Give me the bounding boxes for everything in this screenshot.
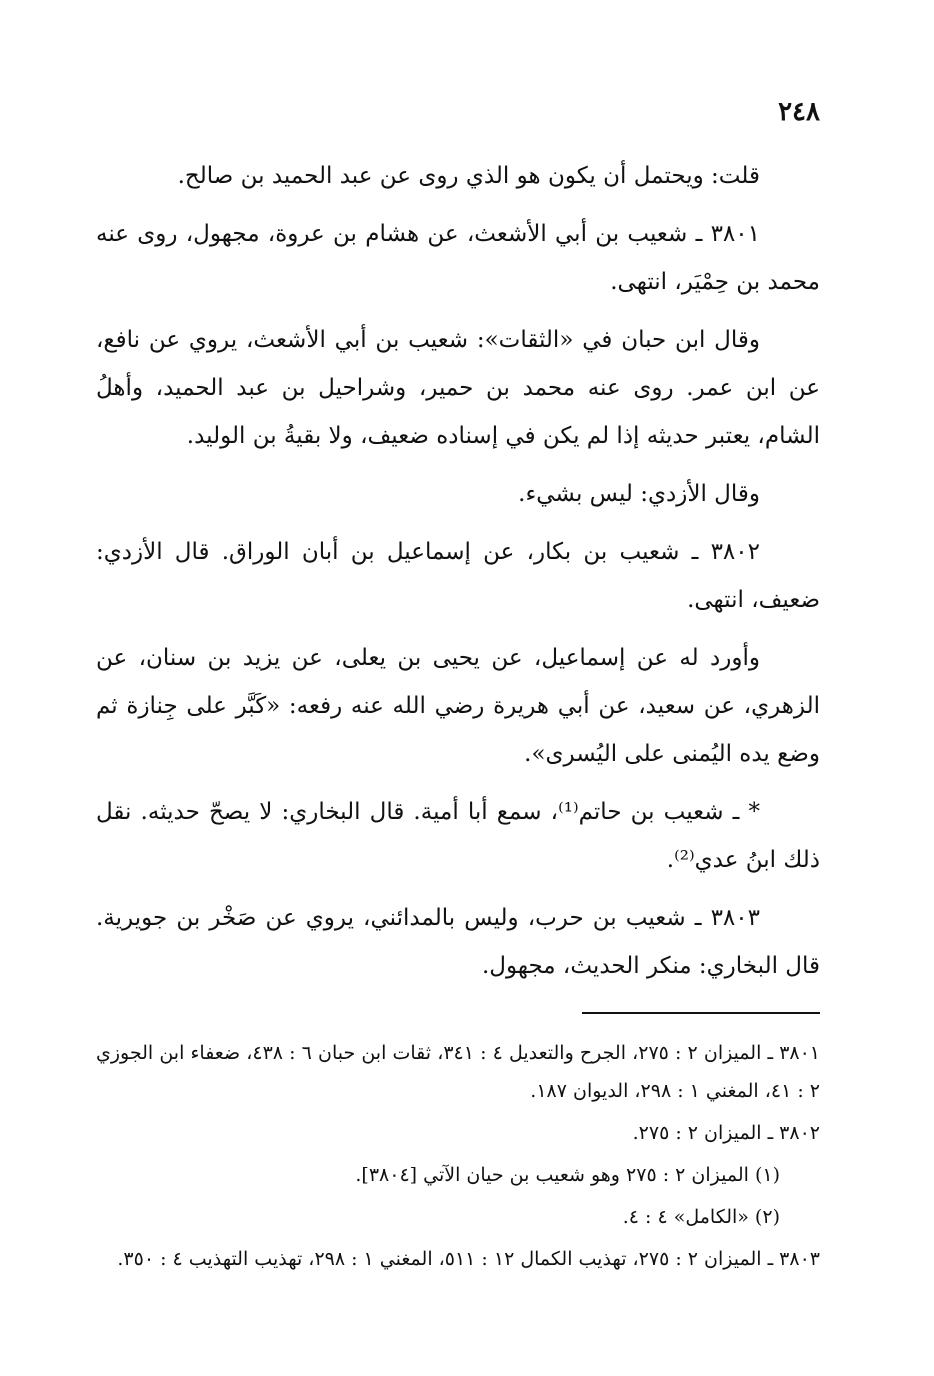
entry-unnumbered: * ـ شعيب بن حاتم⁽¹⁾، سمع أبا أمية. قال البخاري: لا يصحّ حديثه. نقل ذلك ابنُ عدي⁽²⁾. (96, 799, 820, 873)
entry-3801: ٣٨٠١ ـ شعيب بن أبي الأشعث، عن هشام بن عروة، مجهول، روى عنه محمد بن حِمْيَر، انتهى. (96, 221, 820, 295)
footnotes (96, 1034, 820, 1278)
paragraph: وقال ابن حبان في «الثقات»: شعيب بن أبي الأشعث، يروي عن نافع، عن ابن عمر. روى عنه محمد بن حمير، وشراحيل بن عبد الحميد، وأهلُ الشام، يعتبر حديثه إذا لم يكن في إسناده ضعيف، ولا بقيةُ بن الوليد. (96, 327, 820, 449)
book-page (96, 92, 820, 1282)
entry-3803: ٣٨٠٣ ـ شعيب بن حرب، وليس بالمدائني، يروي عن صَخْر بن جويرية. قال البخاري: منكر الحديث، مجهول. (96, 905, 820, 979)
footnote-3801: ٣٨٠١ ـ الميزان ٢ : ٢٧٥، الجرح والتعديل ٤ : ٣٤١، ثقات ابن حبان ٦ : ٤٣٨، ضعفاء ابن الجوزي ٢ : ٤١، المغني ١ : ٢٩٨، الديوان ١٨٧. (96, 1042, 821, 1102)
entry-3802: ٣٨٠٢ ـ شعيب بن بكار، عن إسماعيل بن أبان الوراق. قال الأزدي: ضعيف، انتهى. (96, 539, 820, 613)
paragraph: قلت: ويحتمل أن يكون هو الذي روى عن عبد الحميد بن صالح. (177, 163, 760, 189)
footnote-divider (582, 1012, 820, 1014)
footnote-1: (١) الميزان ٢ : ٢٧٥ وهو شعيب بن حيان الآتي [٣٨٠٤]. (355, 1164, 780, 1186)
footnote-3802: ٣٨٠٢ ـ الميزان ٢ : ٢٧٥. (632, 1122, 820, 1144)
footnote-2: (٢) «الكامل» ٤ : ٤. (622, 1206, 780, 1228)
page-number: ٢٤٨ (778, 97, 820, 127)
paragraph: وأورد له عن إسماعيل، عن يحيى بن يعلى، عن يزيد بن سنان، عن الزهري، عن سعيد، عن أبي هريرة رضي الله عنه رفعه: «كَبَّر على جِنازة ثم وضع يده اليُمنى على اليُسرى». (96, 645, 820, 767)
paragraph: وقال الأزدي: ليس بشيء. (518, 481, 760, 507)
main-text (96, 152, 820, 990)
footnote-3803: ٣٨٠٣ ـ الميزان ٢ : ٢٧٥، تهذيب الكمال ١٢ : ٥١١، المغني ١ : ٢٩٨، تهذيب التهذيب ٤ : ٣٥٠. (117, 1248, 820, 1270)
